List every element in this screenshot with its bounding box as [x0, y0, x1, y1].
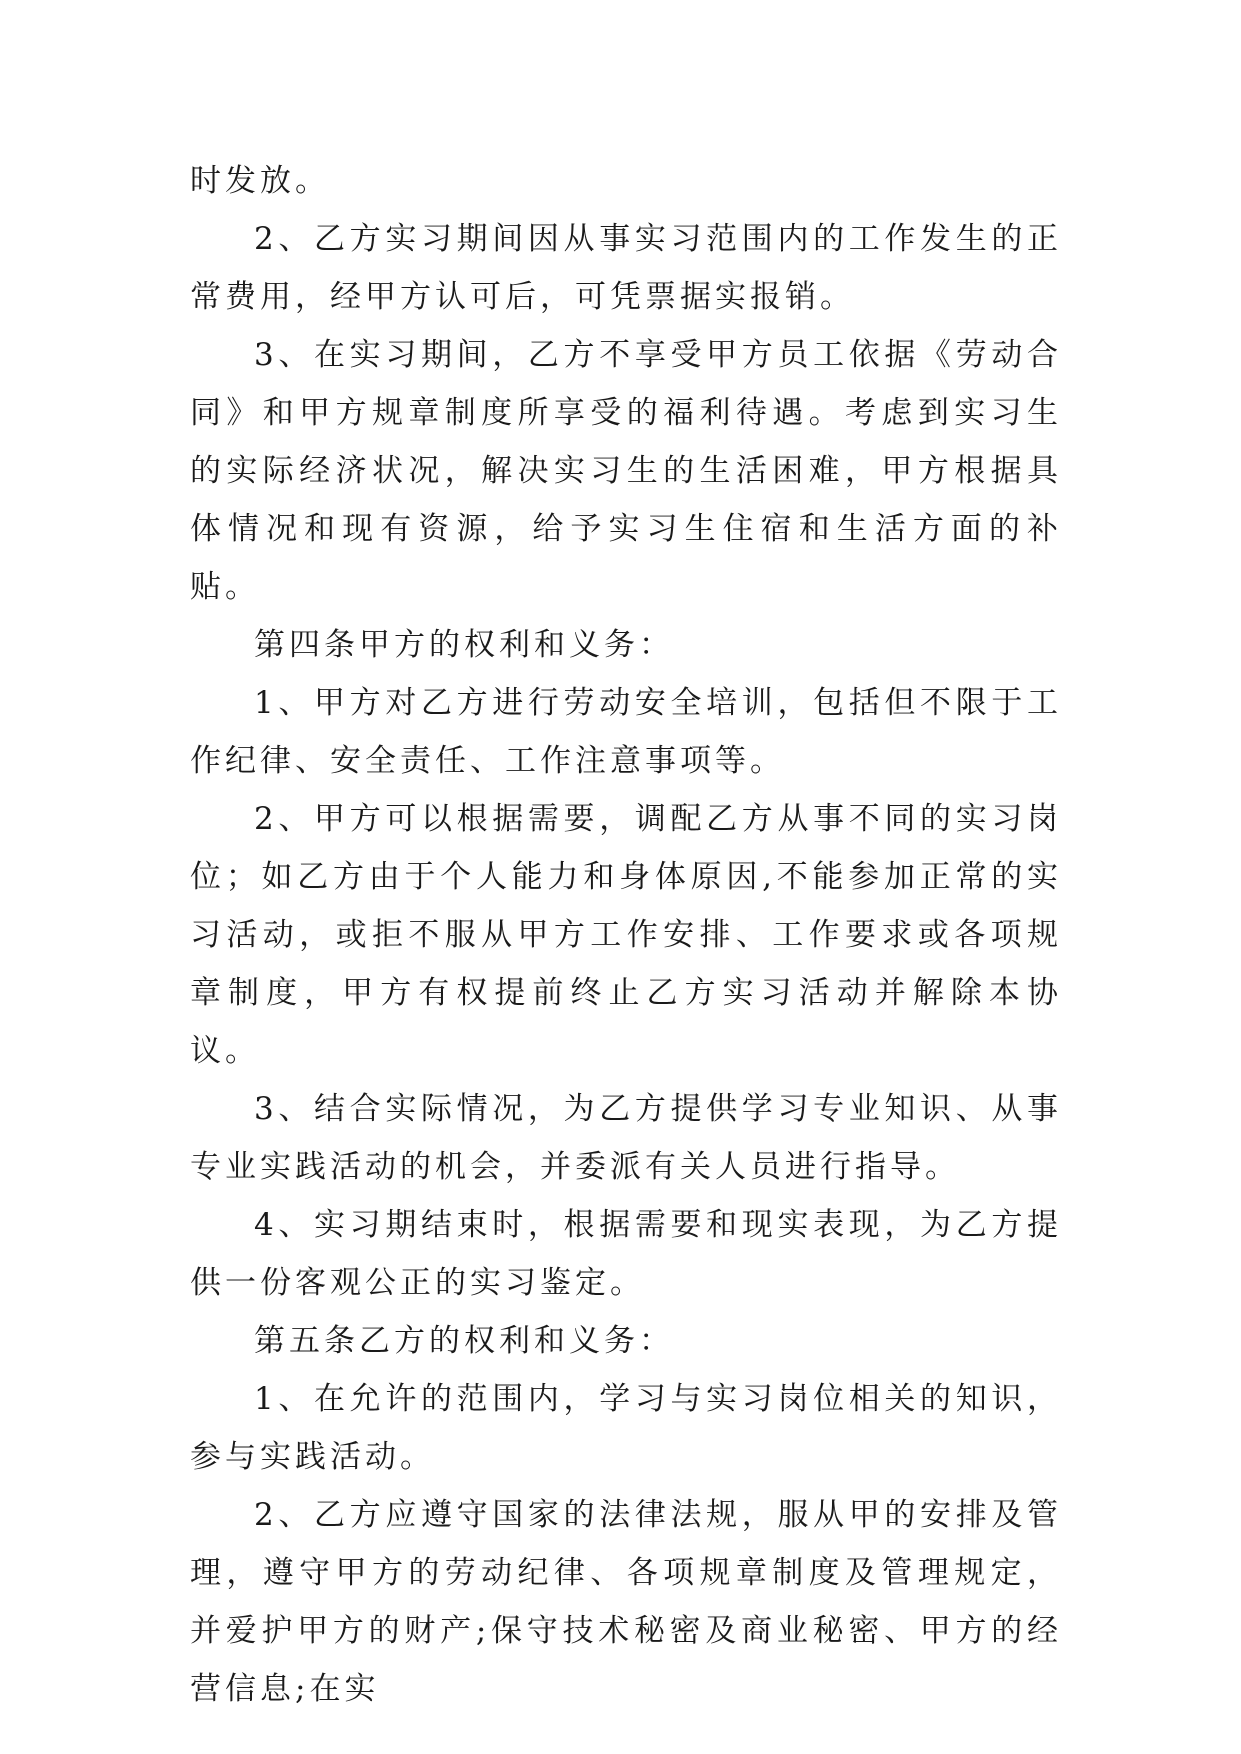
section-heading-article-5: 第五条乙方的权利和义务： [254, 1323, 674, 1359]
paragraph-item-4-4: 4、实习期结束时，根据需要和现实表现，为乙方提供一份客观公正的实习鉴定。 [190, 1207, 1062, 1301]
paragraph-item-3-2: 2、乙方实习期间因从事实习范围内的工作发生的正常费用，经甲方认可后，可凭票据实报销。 [190, 221, 1062, 315]
paragraph-item-4-3: 3、结合实际情况，为乙方提供学习专业知识、从事专业实践活动的机会，并委派有关人员进行指导。 [190, 1091, 1062, 1185]
paragraph-continuation: 时发放。 [190, 163, 330, 199]
paragraph-item-5-1: 1、在允许的范围内，学习与实习岗位相关的知识，参与实践活动。 [190, 1381, 1062, 1475]
paragraph-item-5-2: 2、乙方应遵守国家的法律法规，服从甲的安排及管理，遵守甲方的劳动纪律、各项规章制度及管理规定，并爱护甲方的财产;保守技术秘密及商业秘密、甲方的经营信息;在实 [190, 1497, 1062, 1707]
section-heading-article-4: 第四条甲方的权利和义务： [254, 627, 674, 663]
paragraph-item-4-1: 1、甲方对乙方进行劳动安全培训，包括但不限于工作纪律、安全责任、工作注意事项等。 [190, 685, 1062, 779]
paragraph-item-4-2: 2、甲方可以根据需要，调配乙方从事不同的实习岗位；如乙方由于个人能力和身体原因,不能参加正常的实习活动，或拒不服从甲方工作安排、工作要求或各项规章制度，甲方有权提前终止乙方实习活动并解除本协议。 [190, 801, 1062, 1069]
document-body [190, 152, 1062, 1718]
paragraph-item-3-3: 3、在实习期间，乙方不享受甲方员工依据《劳动合同》和甲方规章制度所享受的福利待遇。考虑到实习生的实际经济状况，解决实习生的生活困难，甲方根据具体情况和现有资源，给予实习生住宿和生活方面的补贴。 [190, 337, 1062, 605]
